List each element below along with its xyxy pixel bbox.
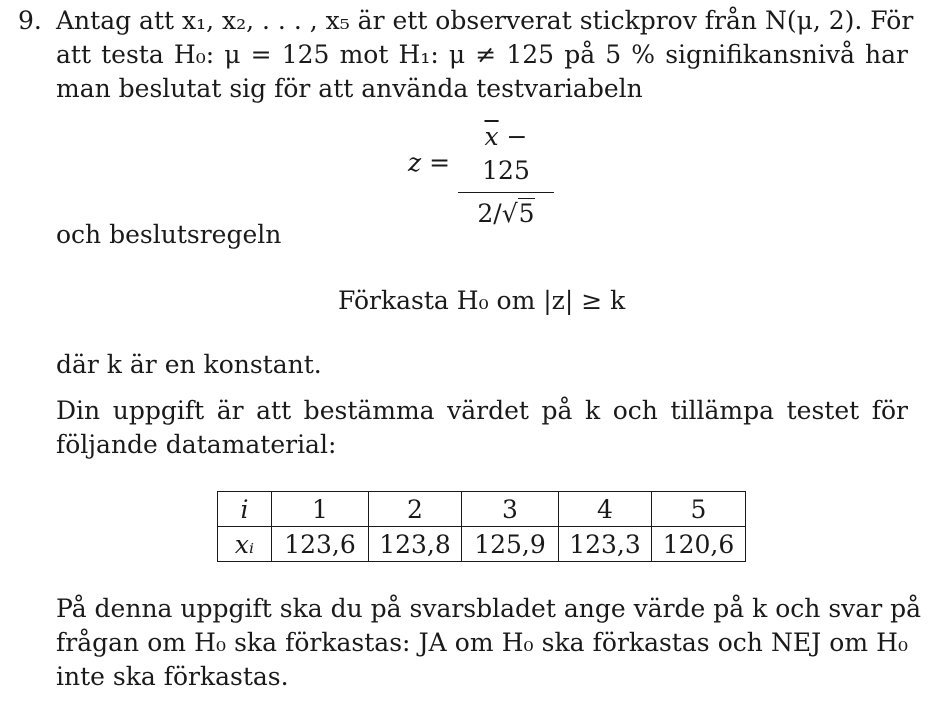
test-statistic-fraction xyxy=(458,120,554,231)
sample-mean-symbol: $\overline{x}$ xyxy=(484,122,499,151)
formula-lhs: z = xyxy=(408,148,451,177)
decision-rule: Förkasta H₀ om |z| ≥ k xyxy=(338,286,626,315)
table-row-label: xᵢ xyxy=(218,527,272,562)
table-cell: 125,9 xyxy=(462,527,559,562)
table-header-label: i xyxy=(218,492,272,527)
task-line-1: Din uppgift är att bestämma värdet på k och tillämpa testet för xyxy=(56,396,908,425)
table-cell: 2 xyxy=(369,492,462,527)
table-cell: 123,3 xyxy=(559,527,652,562)
intro-line-1: Antag att x₁, x₂, . . . , x₅ är ett observerat stickprov från N(μ, 2). För xyxy=(56,6,914,35)
formula-numerator xyxy=(458,120,554,192)
table-cell: 3 xyxy=(462,492,559,527)
data-table xyxy=(217,491,746,562)
numerator-rest: − 125 xyxy=(482,122,530,185)
answer-line-1: På denna uppgift ska du på svarsbladet ange värde på k och svar på xyxy=(56,594,922,623)
table-row-index xyxy=(218,492,746,527)
table-cell: 5 xyxy=(652,492,746,527)
constant-note: där k är en konstant. xyxy=(56,350,322,379)
table-cell: 120,6 xyxy=(652,527,746,562)
table-row-values xyxy=(218,527,746,562)
table-cell: 123,6 xyxy=(272,527,369,562)
table-cell: 4 xyxy=(559,492,652,527)
table-cell: 1 xyxy=(272,492,369,527)
denominator-pre: 2/√ xyxy=(477,199,518,228)
answer-line-3: inte ska förkastas. xyxy=(56,662,289,691)
intro-line-3: man beslutat sig för att använda testvariabeln xyxy=(56,74,643,103)
problem-number: 9. xyxy=(18,6,42,35)
intro-line-2: att testa H₀: μ = 125 mot H₁: μ ≠ 125 på 5 % signifikansnivå har xyxy=(56,40,908,69)
table-cell: 123,8 xyxy=(369,527,462,562)
task-line-2: följande datamaterial: xyxy=(56,430,337,459)
answer-line-2: frågan om H₀ ska förkastas: JA om H₀ ska förkastas och NEJ om H₀ xyxy=(56,628,908,657)
decision-intro: och beslutsregeln xyxy=(56,220,282,249)
sqrt-radicand: 5 xyxy=(518,199,535,228)
formula-denominator xyxy=(458,193,554,231)
